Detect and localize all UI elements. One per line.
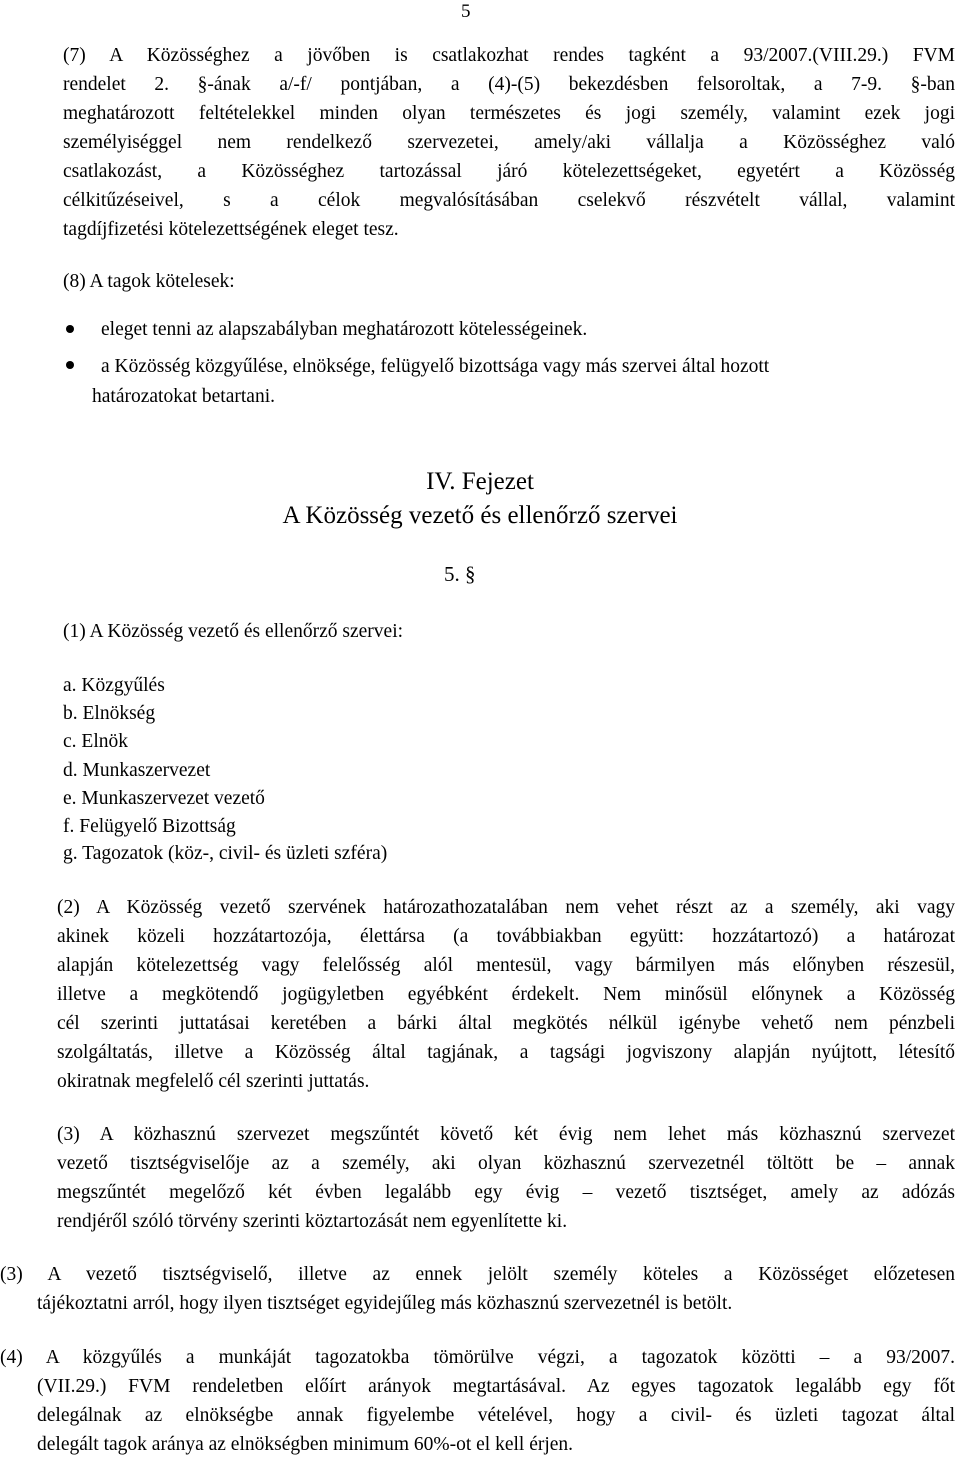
- paragraph-7: [63, 41, 955, 244]
- text-line: illetve a megkötendő jogügyletben egyébként érdekelt. Nem minősül előnynek a Közösség: [57, 984, 955, 1005]
- text-line: tájékoztatni arról, hogy ilyen tisztséget egyidejűleg más közhasznú szervezetnél is betölt.: [37, 1293, 733, 1314]
- text-line: cél szerinti juttatásai keretében a bárki által megkötés nélkül igénybe vehető nem pénzbeli: [57, 1013, 955, 1034]
- text-line: akinek közeli hozzátartozója, élettársa (a továbbiakban együtt: hozzátartozó) a határozat: [57, 926, 955, 947]
- chapter-title: A Közösség vezető és ellenőrző szervei: [282, 502, 678, 529]
- text-line: (3) A közhasznú szervezet megszűntét követő két évig nem lehet más közhasznú szervezet: [57, 1124, 955, 1145]
- bullet-icon: [66, 361, 74, 369]
- list-item: g. Tagozatok (köz-, civil- és üzleti szféra): [63, 843, 388, 864]
- text-line: csatlakozást, a Közösséghez tartozással járó kötelezettségeket, egyetért a Közösség: [63, 161, 955, 182]
- text-line: vezető tisztségviselője az a személy, aki olyan közhasznú szervezetnél töltött be – annak: [57, 1153, 955, 1174]
- list-item: c. Elnök: [63, 731, 128, 752]
- text-line: rendelet 2. §-ának a/-f/ pontjában, a (4)-(5) bekezdésben felsoroltak, a 7-9. §-ban: [63, 74, 955, 95]
- text-line: (4) A közgyűlés a munkáját tagozatokba tömörülve végzi, a tagozatok közötti – a 93/2007.: [0, 1347, 955, 1368]
- list-item: a. Közgyűlés: [63, 675, 165, 696]
- text-line: delegált tagok aránya az elnökségben minimum 60%-ot el kell érjen.: [37, 1434, 574, 1455]
- page-number: 5: [461, 1, 471, 22]
- chapter-number: IV. Fejezet: [426, 468, 534, 495]
- text-line: (7) A Közösséghez a jövőben is csatlakozhat rendes tagként a 93/2007.(VIII.29.) FVM: [63, 45, 955, 66]
- list-item: f. Felügyelő Bizottság: [63, 816, 236, 837]
- text-line: (3) A vezető tisztségviselő, illetve az ennek jelölt személy köteles a Közösséget előzetesen: [0, 1264, 955, 1285]
- text-line: személyiséggel nem rendelkező szervezetei, amely/aki vállalja a Közösséghez való: [63, 132, 955, 153]
- paragraph-3b: [0, 1260, 955, 1318]
- text-line: okiratnak megfelelő cél szerinti juttatás.: [57, 1071, 370, 1092]
- list-item: d. Munkaszervezet: [63, 760, 211, 781]
- paragraph-2: [57, 893, 955, 1096]
- text-line: delegálnak az elnökségbe annak figyelembe vételével, hogy a civil- és üzleti tagozat által: [37, 1405, 955, 1426]
- bullet-icon: [66, 325, 74, 333]
- text-line: rendjéről szóló törvény szerinti köztartozását nem egyenlítette ki.: [57, 1211, 568, 1232]
- section-number: 5. §: [444, 562, 476, 586]
- text-line: szolgáltatás, illetve a Közösség által tagjának, a tagsági jogviszony alapján nyújtott, létesítő: [57, 1042, 955, 1063]
- text-line: meghatározott feltételekkel minden olyan természetes és jogi személy, valamint ezek jogi: [63, 103, 955, 124]
- section-1-intro: (1) A Közösség vezető és ellenőrző szervei:: [63, 621, 404, 642]
- paragraph-3a: [57, 1120, 955, 1236]
- text-line: alapján kötelezettség vagy felelősség alól mentesül, vagy bármilyen más előnyben részesül,: [57, 955, 955, 976]
- text-line: célkitűzéseivel, s a célok megvalósításában cselekvő részvételt vállal, valamint: [63, 190, 955, 211]
- paragraph-8-intro: (8) A tagok kötelesek:: [63, 271, 235, 292]
- bullet-item-2: a Közösség közgyűlése, elnöksége, felügyelő bizottsága vagy más szervei által hozott: [101, 356, 770, 377]
- text-line: tagdíjfizetési kötelezettségének eleget tesz.: [63, 219, 399, 240]
- bullet-item-2-continued: határozatokat betartani.: [92, 386, 275, 407]
- text-line: (2) A Közösség vezető szervének határozathozatalában nem vehet részt az a személy, aki vagy: [57, 897, 955, 918]
- list-item: e. Munkaszervezet vezető: [63, 788, 265, 809]
- paragraph-4: [0, 1343, 955, 1459]
- list-item: b. Elnökség: [63, 703, 156, 724]
- text-line: (VII.29.) FVM rendeletben előírt arányok megtartásával. Az egyes tagozatok legalább egy főt: [37, 1376, 955, 1397]
- bullet-item-1: eleget tenni az alapszabályban meghatározott kötelességeinek.: [101, 319, 588, 340]
- text-line: megszűntét megelőző két évben legalább egy évig – vezető tisztséget, amely az adózás: [57, 1182, 955, 1203]
